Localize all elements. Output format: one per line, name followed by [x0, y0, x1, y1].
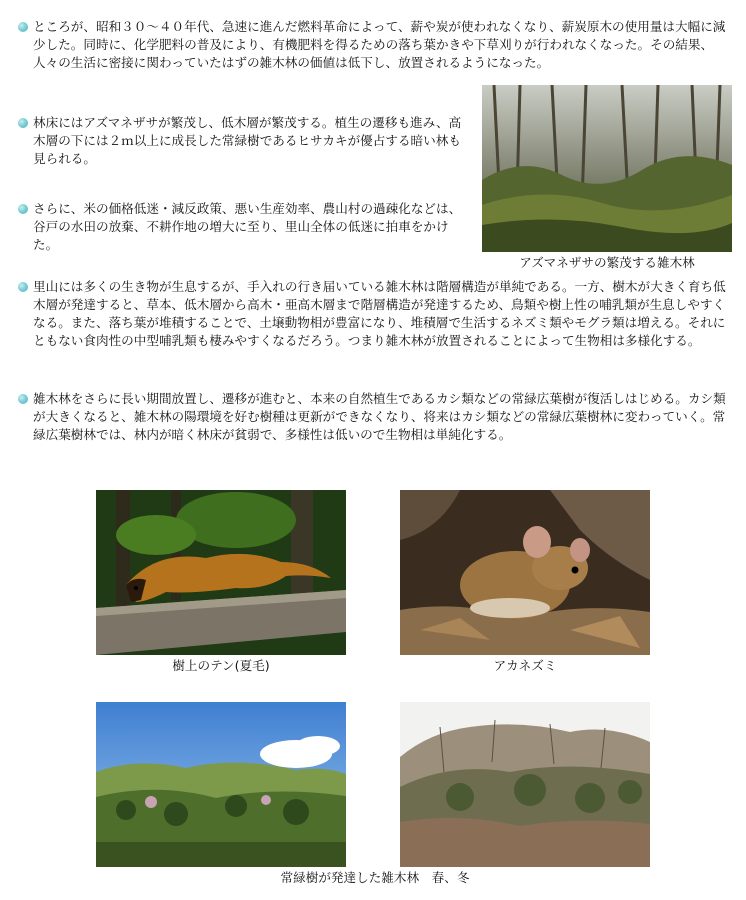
bullet-icon — [18, 118, 28, 128]
paragraph-text: 林床にはアズマネザサが繁茂し、低木層が繁茂する。植生の遷移も進み、高木層の下には２ｍ以上に成長した常緑樹であるヒサカキが優占する暗い林も見られる。 — [33, 115, 462, 166]
bamboo-forest-caption: アズマネザサの繁茂する雑木林 — [519, 255, 695, 270]
bullet-icon — [18, 22, 28, 32]
marten-caption: 樹上のテン(夏毛) — [172, 658, 270, 673]
bullet-icon — [18, 204, 28, 214]
bullet-icon — [18, 394, 28, 404]
mouse-photo — [400, 490, 650, 655]
evergreen-forest-caption: 常緑樹が発達した雑木林 春、冬 — [280, 870, 470, 885]
paragraph-fuel-revolution — [33, 18, 733, 72]
bullet-icon — [18, 282, 28, 292]
paragraph-text: 雑木林をさらに長い期間放置し、遷移が進むと、本来の自然植生であるカシ類などの常緑広葉樹が復活しはじめる。カシ類が大きくなると、雑木林の陽環境を好む樹種は更新ができなくなり、将来はカシ類などの常緑広葉樹林に変わっていく。常緑広葉樹林では、林内が暗く林床が貧弱で、多様性は低いので生物相は単純化する。 — [33, 391, 726, 442]
paragraph-text: 里山には多くの生き物が生息するが、手入れの行き届いている雑木林は階層構造が単純である。一方、樹木が大きく育ち低木層が発達すると、草本、低木層から高木・亜高木層まで階層構造が発達するため、鳥類や樹上性の哺乳類が生息しやすくなる。また、落ち葉が堆積することで、土壌動物相が豊富になり、堆積層で生活するネズミ類やモグラ類は増える。それにともない食肉性の中型哺乳類も棲みやすくなるだろう。つまり雑木林が放置されることによって生物相は多様化する。 — [33, 279, 726, 348]
bamboo-forest-photo — [482, 85, 732, 252]
mouse-caption: アカネズミ — [493, 658, 557, 673]
paragraph-rice-policy — [33, 200, 463, 254]
paragraph-text: さらに、米の価格低迷・減反政策、悪い生産効率、農山村の過疎化などは、谷戸の水田の放棄、不耕作地の増大に至り、里山全体の低迷に拍車をかけた。 — [33, 201, 462, 252]
paragraph-text: ところが、昭和３０〜４０年代、急速に進んだ燃料革命によって、薪や炭が使われなくなり、薪炭原木の使用量は大幅に減少した。同時に、化学肥料の普及により、有機肥料を得るための落ち葉かきや下草刈りが行われなくなった。その結果、人々の生活に密接に関わっていたはずの雑木林の価値は低下し、放置されるようになった。 — [33, 19, 726, 70]
paragraph-biodiversity — [33, 278, 733, 350]
evergreen-forest-winter-photo — [400, 702, 650, 867]
marten-photo — [96, 490, 346, 655]
paragraph-forest-floor — [33, 114, 463, 168]
paragraph-succession — [33, 390, 733, 444]
evergreen-forest-spring-photo — [96, 702, 346, 867]
